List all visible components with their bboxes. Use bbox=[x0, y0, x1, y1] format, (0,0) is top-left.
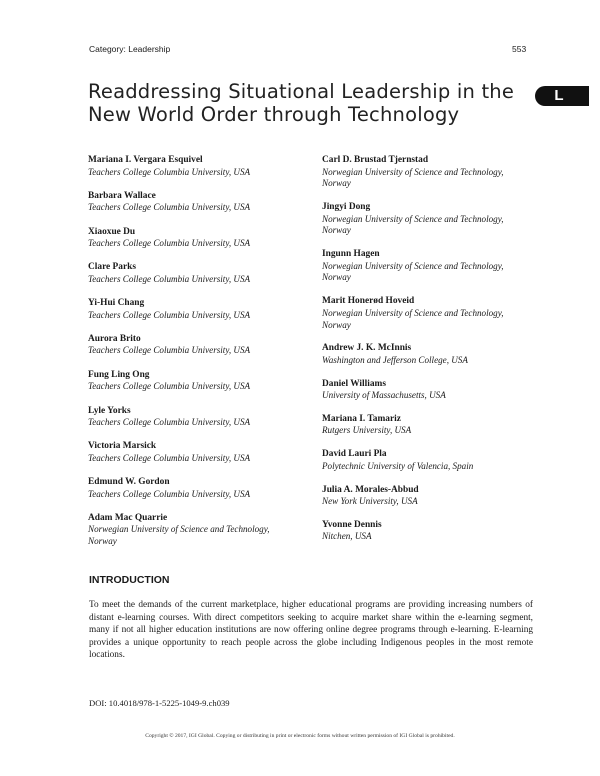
author-affiliation: Teachers College Columbia University, USA bbox=[88, 417, 251, 428]
introduction-paragraph: To meet the demands of the current marketplace, higher educational programs are providing increasing numbers of distant e-learning courses. With direct competitors seeking to acquire market share within the e-learning segment, many if not all higher education institutions are now offering online degree programs through e-learning. E-learning provides a unique opportunity to reach people across the globe including Indigenous peoples in the most remote locations. bbox=[89, 600, 533, 661]
paper-title: Readdressing Situational Leadership in the New World Order through Technology bbox=[88, 80, 515, 126]
author-affiliation: University of Massachusetts, USA bbox=[322, 390, 446, 401]
author-name: Mariana I. Vergara Esquivel bbox=[88, 155, 203, 165]
author-name: Daniel Williams bbox=[322, 378, 386, 389]
author-affiliation: Teachers College Columbia University, USA bbox=[88, 238, 251, 249]
author-name: Andrew J. K. McInnis bbox=[322, 343, 412, 354]
author-name: Aurora Brito bbox=[88, 333, 141, 344]
author-entry bbox=[322, 249, 532, 284]
author-name: Clare Parks bbox=[88, 262, 136, 273]
author-affiliation: Teachers College Columbia University, USA bbox=[88, 202, 251, 213]
author-entry bbox=[88, 477, 298, 500]
author-name: Edmund W. Gordon bbox=[88, 477, 170, 488]
author-affiliation: Teachers College Columbia University, USA bbox=[88, 345, 251, 356]
author-entry bbox=[322, 414, 532, 437]
author-affiliation: Washington and Jefferson College, USA bbox=[322, 354, 468, 365]
author-name: Ingunn Hagen bbox=[322, 249, 380, 260]
author-entry bbox=[322, 202, 532, 237]
author-name: Mariana I. Tamariz bbox=[322, 413, 401, 424]
author-affiliation: Teachers College Columbia University, USA bbox=[88, 381, 251, 392]
author-affiliation: Teachers College Columbia University, USA bbox=[88, 166, 251, 177]
author-name: Adam Mac Quarrie bbox=[88, 512, 168, 523]
author-entry bbox=[88, 406, 298, 429]
author-entry bbox=[88, 334, 298, 357]
author-name: David Lauri Pla bbox=[322, 449, 387, 460]
author-affiliation: Norwegian University of Science and Technology, Norway bbox=[322, 166, 504, 189]
author-name: Julia A. Morales-Abbud bbox=[322, 484, 419, 495]
author-affiliation: Teachers College Columbia University, USA bbox=[88, 488, 251, 499]
author-name: Jingyi Dong bbox=[322, 202, 371, 213]
author-entry bbox=[88, 227, 298, 250]
author-list-right bbox=[322, 155, 532, 555]
author-affiliation: New York University, USA bbox=[322, 496, 418, 507]
author-affiliation: Teachers College Columbia University, USA bbox=[88, 309, 251, 320]
author-entry bbox=[322, 379, 532, 402]
author-name: Fung Ling Ong bbox=[88, 369, 150, 380]
author-name: Yvonne Dennis bbox=[322, 519, 382, 530]
doi-line: DOI: 10.4018/978-1-5225-1049-9.ch039 bbox=[89, 698, 230, 708]
author-name: Carl D. Brustad Tjernstad bbox=[322, 155, 429, 165]
author-affiliation: Norwegian University of Science and Technology, Norway bbox=[322, 260, 504, 283]
author-affiliation: Polytechnic University of Valencia, Spain bbox=[322, 460, 474, 471]
author-entry bbox=[322, 343, 532, 366]
author-name: Lyle Yorks bbox=[88, 405, 131, 416]
author-entry bbox=[88, 513, 298, 548]
author-name: Xiaoxue Du bbox=[88, 226, 136, 237]
author-entry bbox=[322, 296, 532, 331]
author-entry bbox=[322, 155, 532, 190]
page-number: 553 bbox=[512, 44, 527, 54]
author-affiliation: Teachers College Columbia University, USA bbox=[88, 452, 251, 463]
author-affiliation: Teachers College Columbia University, USA bbox=[88, 273, 251, 284]
author-entry bbox=[322, 485, 532, 508]
author-entry bbox=[88, 298, 298, 321]
author-affiliation: Nitchen, USA bbox=[322, 531, 372, 542]
copyright-notice: Copyright © 2017, IGI Global. Copying or distributing in print or electronic forms without written permission of IGI Global is prohibited. bbox=[145, 733, 455, 739]
author-entry bbox=[322, 449, 532, 472]
section-letter-badge: L bbox=[535, 86, 589, 106]
author-affiliation: Rutgers University, USA bbox=[322, 425, 412, 436]
introduction-heading: INTRODUCTION bbox=[89, 574, 170, 586]
author-name: Yi-Hui Chang bbox=[88, 298, 145, 309]
running-header-category: Category: Leadership bbox=[89, 44, 171, 54]
author-entry bbox=[88, 191, 298, 214]
author-affiliation: Norwegian University of Science and Technology, Norway bbox=[322, 213, 504, 236]
author-entry bbox=[88, 441, 298, 464]
author-entry bbox=[322, 520, 532, 543]
author-name: Marit Honerød Hoveid bbox=[322, 296, 415, 307]
author-affiliation: Norwegian University of Science and Technology, Norway bbox=[322, 307, 504, 330]
author-name: Victoria Marsick bbox=[88, 441, 157, 452]
author-entry bbox=[88, 262, 298, 285]
author-list-left bbox=[88, 155, 298, 561]
author-entry bbox=[88, 370, 298, 393]
author-entry bbox=[88, 155, 298, 178]
author-affiliation: Norwegian University of Science and Technology, Norway bbox=[88, 524, 270, 547]
author-name: Barbara Wallace bbox=[88, 190, 156, 201]
